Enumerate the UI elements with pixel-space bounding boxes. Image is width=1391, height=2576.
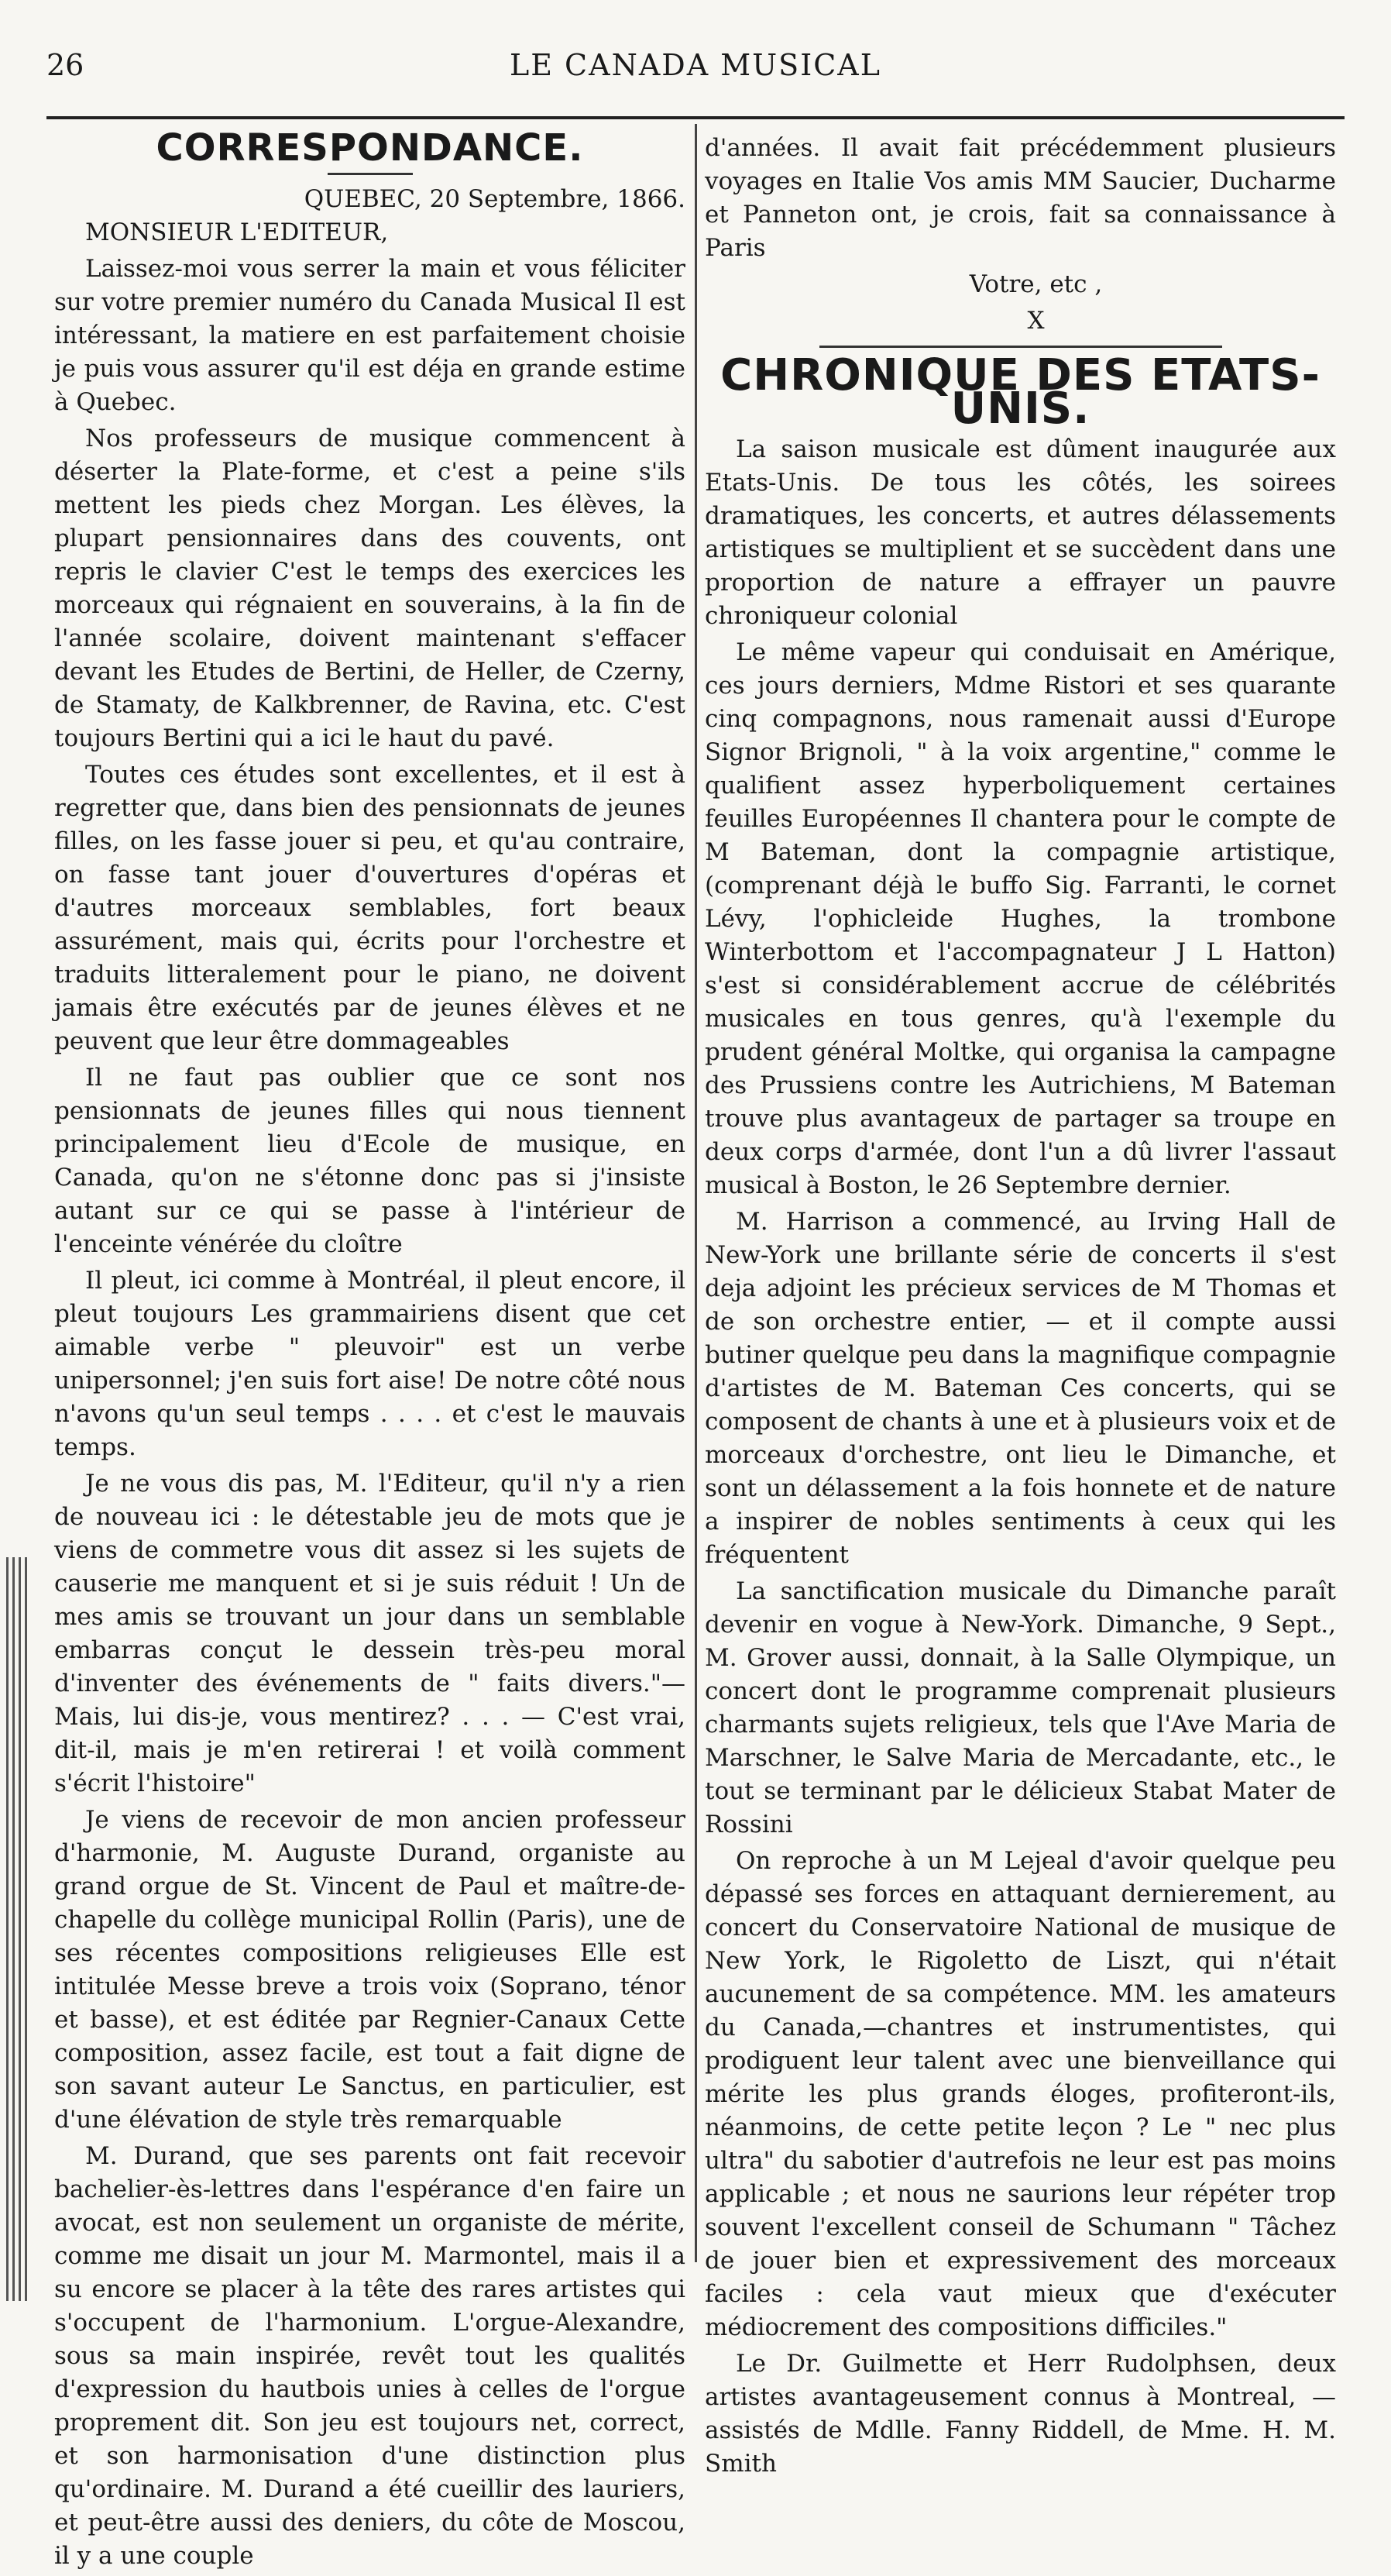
letter-greeting: MONSIEUR L'EDITEUR, xyxy=(85,218,389,246)
letter-paragraph: Il pleut, ici comme à Montréal, il pleut encore, il pleut toujours Les grammairiens disent que cet aimable verbe " pleuvoir" est un verbe unipersonnel; j'en suis fort aise! De notre côté nous n'avons qu'un seul temps . . . . et c'est le mauvais temps. xyxy=(54,1267,685,1461)
chronique-paragraph: On reproche à un M Lejeal d'avoir quelque peu dépassé ses forces en attaquant dernierement, au concert du Conservatoire National de musique de New York, le Rigoletto de Liszt, qui n'était aucunement de sa compétence. MM. les amateurs du Canada,—chantres et instrumentistes, qui prodiguent leur talent avec une bienveillance qui mérite les plus grands éloges, profiteront-ils, néanmoins, de cette petite leçon ? Le " nec plus ultra" du sabotier d'autrefois ne leur est pas moins applicable ; et nous ne saurions leur répéter trop souvent l'excellent conseil de Schumann " Tâchez de jouer bien et expressivement des morceaux faciles : cela vaut mieux que d'exécuter médiocrement des compositions difficiles." xyxy=(705,1847,1336,2341)
chronique-paragraph: Le même vapeur qui conduisait en Amérique, ces jours derniers, Mdme Ristori et ses quarante cinq compagnons, nous ramenait aussi d'Europe Signor Brignoli, " à la voix argentine," comme le qualifient assez hyperboliquement certaines feuilles Européennes Il chantera pour le compte de M Bateman, dont la compagnie artistique, (comprenant déjà le buffo Sig. Farranti, le cornet Lévy, l'ophicleide Hughes, la trombone Winterbottom et l'accompagnateur J L Hatton) s'est si considérablement accrue de célébrités musicales en tous genres, qu'à l'exemple du prudent général Moltke, qui organisa la campagne des Prussiens contre les Autrichiens, M Bateman trouve plus avantageux de partager sa troupe en deux corps d'armée, dont l'un a dû livrer l'assaut musical à Boston, le 26 Septembre dernier. xyxy=(705,638,1336,1199)
right-column xyxy=(705,132,1336,2484)
letter-signature: X xyxy=(1027,307,1045,335)
page-number: 26 xyxy=(46,48,84,82)
letter-paragraph: Laissez-moi vous serrer la main et vous féliciter sur votre premier numéro du Canada Musical Il est intéressant, la matiere en est parfaitement choisie je puis vous assurer qu'il est déja en grande estime à Quebec. xyxy=(54,255,685,416)
letter-paragraph: Nos professeurs de musique commencent à déserter la Plate-forme, et c'est a peine s'ils mettent les pieds chez Morgan. Les élèves, la plupart pensionnaires dans des couvents, ont repris le clavier C'est le temps des exercices les morceaux qui régnaient en souverains, à la fin de l'année scolaire, doivent maintenant s'effacer devant les Etudes de Bertini, de Heller, de Czerny, de Stamaty, de Kalkbrenner, de Ravina, etc. C'est toujours Bertini qui a ici le haut du pavé. xyxy=(54,425,685,752)
column-divider xyxy=(695,124,697,2262)
running-title: LE CANADA MUSICAL xyxy=(510,48,881,82)
page-header xyxy=(46,48,1345,95)
chronique-paragraph: La sanctification musicale du Dimanche paraît devenir en vogue à New-York. Dimanche, 9 Sept., M. Grover aussi, donnait, à la Salle Olympique, un concert dont le programme comprenait plusieurs charmants sujets religieux, tels que l'Ave Maria de Marschner, le Salve Maria de Mercadante, etc., le tout se terminant par le délicieux Stabat Mater de Rossini xyxy=(705,1577,1336,1838)
title-rule xyxy=(328,173,413,175)
letter-continuation: d'années. Il avait fait précédemment plusieurs voyages en Italie Vos amis MM Saucier, Ducharme et Panneton ont, je crois, fait sa connaissance à Paris xyxy=(705,134,1336,262)
letter-paragraph: Toutes ces études sont excellentes, et il est à regretter que, dans bien des pensionnats de jeunes filles, on les fasse jouer si peu, et qu'au contraire, on fasse tant jouer d'ouvertures d'opéras et d'autres morceaux semblables, fort beaux assurément, mais qui, écrits pour l'orchestre et traduits litteralement pour le piano, ne doivent jamais être exécutés par de jeunes élèves et ne peuvent que leur être dommageables xyxy=(54,761,685,1055)
letter-paragraph: M. Durand, que ses parents ont fait recevoir bachelier-ès-lettres dans l'espérance d'en faire un avocat, est non seulement un organiste de mérite, comme me disait un jour M. Marmontel, mais il a su encore se placer à la tête des rares artistes qui s'occupent de l'harmonium. L'orgue-Alexandre, sous sa main inspirée, revêt tout les qualités d'expression du hautbois unies à celles de l'orgue proprement dit. Son jeu est toujours net, correct, et son harmonisation d'une distinction plus qu'ordinaire. M. Durand a été cueillir des lauriers, et peut-être aussi des deniers, du côte de Moscou, il y a une couple xyxy=(54,2142,685,2570)
dateline: QUEBEC, 20 Septembre, 1866. xyxy=(304,185,685,213)
header-rule xyxy=(46,116,1345,119)
left-column xyxy=(54,126,685,2576)
chronique-title: CHRONIQUE DES ETATS-UNIS. xyxy=(720,350,1321,434)
letter-closing: Votre, etc , xyxy=(969,270,1103,298)
letter-paragraph: Il ne faut pas oublier que ce sont nos pensionnats de jeunes filles qui nous tiennent principalement lieu d'Ecole de musique, en Canada, qu'on ne s'étonne donc pas si j'insiste autant sur ce qui se passe à l'intérieur de l'enceinte vénérée du cloître xyxy=(54,1064,685,1258)
chronique-paragraph: La saison musicale est dûment inaugurée aux Etats-Unis. De tous les côtés, les soirees dramatiques, les concerts, et autres délassements artistiques se multiplient et se succèdent dans une proportion de nature a effrayer un pauvre chroniqueur colonial xyxy=(705,435,1336,630)
correspondance-title: CORRESPONDANCE. xyxy=(156,126,584,170)
margin-marks xyxy=(5,1557,31,2301)
letter-paragraph: Je ne vous dis pas, M. l'Editeur, qu'il n'y a rien de nouveau ici : le détestable jeu de mots que je viens de commetre vous dit assez si les sujets de causerie me manquent et si je suis réduit ! Un de mes amis se trouvant un jour dans un semblable embarras conçut le dessein très-peu moral d'inventer des événements de " faits divers."— Mais, lui dis-je, vous mentirez? . . . — C'est vrai, dit-il, mais je m'en retirerai ! et voilà comment s'écrit l'histoire" xyxy=(54,1470,685,1797)
chronique-paragraph: Le Dr. Guilmette et Herr Rudolphsen, deux artistes avantageusement connus à Montreal, — assistés de Mdlle. Fanny Riddell, de Mme. H. M. Smith xyxy=(705,2350,1336,2478)
section-rule xyxy=(819,346,1222,348)
chronique-paragraph: M. Harrison a commencé, au Irving Hall de New-York une brillante série de concerts il s'est deja adjoint les précieux services de M Thomas et de son orchestre entier, — et il compte aussi butiner quelque peu dans la magnifique compagnie d'artistes de M. Bateman Ces concerts, qui se composent de chants à une et à plusieurs voix et de morceaux d'orchestre, ont lieu le Dimanche, et sont un délassement a la fois honnete et de nature a inspirer de nobles sentiments à ceux qui les fréquentent xyxy=(705,1208,1336,1569)
letter-paragraph: Je viens de recevoir de mon ancien professeur d'harmonie, M. Auguste Durand, organiste au grand orgue de St. Vincent de Paul et maître-de-chapelle du collège municipal Rollin (Paris), une de ses récentes compositions religieuses Elle est intitulée Messe breve a trois voix (Soprano, ténor et basse), et est éditée par Regnier-Canaux Cette composition, assez facile, est tout a fait digne de son savant auteur Le Sanctus, en particulier, est d'une élévation de style très remarquable xyxy=(54,1806,685,2134)
